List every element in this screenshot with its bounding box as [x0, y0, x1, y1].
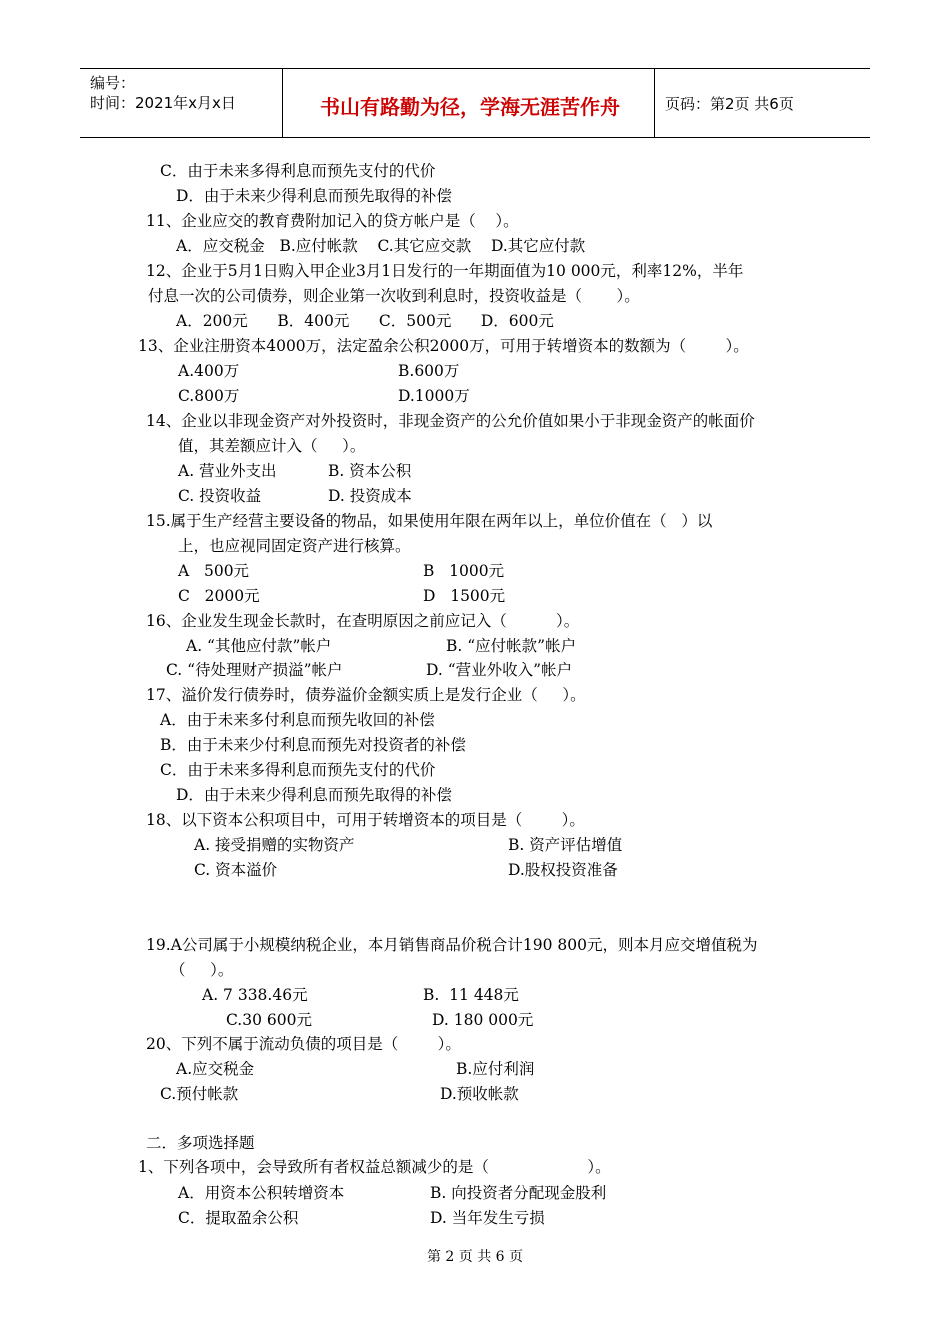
- header-motto: 书山有路勤为径，学海无涯苦作舟: [320, 95, 620, 119]
- question-15: 15.属于生产经营主要设备的物品，如果使用年限在两年以上，单位价值在（ ）以: [146, 512, 713, 530]
- header-divider: [654, 69, 655, 137]
- option-b: B. 资产评估增值: [508, 836, 623, 854]
- option-c: C.800万: [178, 387, 240, 405]
- option-d: D.股权投资准备: [508, 861, 618, 879]
- option-line: B．由于未来少付利息而预先对投资者的补偿: [160, 736, 466, 754]
- option-b: B 1000元: [423, 562, 505, 580]
- header-divider: [282, 69, 283, 137]
- question-17: 17、溢价发行债券时，债券溢价金额实质上是发行企业（ ）。: [146, 686, 586, 704]
- question-20: 20、下列不属于流动负债的项目是（ ）。: [146, 1035, 461, 1053]
- option-b: B. 11 448元: [423, 986, 519, 1004]
- option-line: A．由于未来多付利息而预先收回的补偿: [160, 711, 435, 729]
- question-19-cont: （ ）。: [170, 961, 234, 979]
- option-a: A.400万: [178, 362, 240, 380]
- option-b: B. “应付帐款”帐户: [446, 637, 577, 655]
- time-label: 时间：2021年x月x日: [90, 94, 236, 112]
- option-line: D．由于未来少得利息而预先取得的补偿: [176, 786, 452, 804]
- question-16: 16、企业发生现金长款时，在查明原因之前应记入（ ）。: [146, 612, 580, 630]
- question-18: 18、以下资本公积项目中，可用于转增资本的项目是（ ）。: [146, 811, 585, 829]
- option-d: D.预收帐款: [440, 1085, 519, 1103]
- section-heading: 二．多项选择题: [146, 1134, 255, 1152]
- option-line: C．由于未来多得利息而预先支付的代价: [160, 761, 436, 779]
- option-c: C．提取盈余公积: [178, 1209, 299, 1227]
- multi-question-1: 1、下列各项中，会导致所有者权益总额减少的是（ ）。: [138, 1158, 611, 1176]
- option-a: A. 7 338.46元: [202, 986, 308, 1004]
- question-15-cont: 上，也应视同固定资产进行核算。: [178, 537, 411, 555]
- option-a: A. 接受捐赠的实物资产: [194, 836, 355, 854]
- code-label: 编号：: [90, 74, 136, 92]
- option-line: D．由于未来少得利息而预先取得的补偿: [176, 187, 452, 205]
- option-c: C.30 600元: [226, 1011, 312, 1029]
- page-header: [80, 68, 870, 138]
- option-b: B.600万: [398, 362, 460, 380]
- option-line: A．应交税金 B.应付帐款 C.其它应交款 D.其它应付款: [176, 237, 586, 255]
- page-footer: 第 2 页 共 6 页: [426, 1249, 524, 1265]
- option-d: D. “营业外收入”帐户: [426, 661, 573, 679]
- question-14-cont: 值，其差额应计入（ ）。: [178, 437, 366, 455]
- option-c: C. 投资收益: [178, 487, 262, 505]
- question-19: 19.A公司属于小规模纳税企业，本月销售商品价税合计190 800元，则本月应交增值税为: [146, 936, 758, 954]
- question-14: 14、企业以非现金资产对外投资时，非现金资产的公允价值如果小于非现金资产的帐面价: [146, 412, 755, 430]
- option-c: C 2000元: [178, 587, 260, 605]
- page-info: 页码：第2页 共6页: [665, 95, 794, 113]
- option-line: A．200元 B．400元 C．500元 D．600元: [176, 312, 554, 330]
- option-b: B. 资本公积: [328, 462, 412, 480]
- question-13: 13、企业注册资本4000万，法定盈余公积2000万，可用于转增资本的数额为（ ）。: [138, 337, 749, 355]
- option-d: D. 投资成本: [328, 487, 412, 505]
- option-b: B.应付利润: [456, 1060, 535, 1078]
- option-a: A．用资本公积转增资本: [178, 1184, 345, 1202]
- option-a: A. “其他应付款”帐户: [186, 637, 332, 655]
- option-d: D. 当年发生亏损: [430, 1209, 545, 1227]
- option-b: B. 向投资者分配现金股利: [430, 1184, 607, 1202]
- option-d: D 1500元: [423, 587, 506, 605]
- option-a: A 500元: [178, 562, 250, 580]
- question-11: 11、企业应交的教育费附加记入的贷方帐户是（ ）。: [146, 212, 519, 230]
- option-d: D.1000万: [398, 387, 470, 405]
- option-c: C. “待处理财产损溢”帐户: [166, 661, 343, 679]
- option-a: A.应交税金: [176, 1060, 255, 1078]
- option-d: D. 180 000元: [432, 1011, 534, 1029]
- option-c: C.预付帐款: [160, 1085, 239, 1103]
- question-12-cont: 付息一次的公司债券，则企业第一次收到利息时，投资收益是（ ）。: [148, 287, 640, 305]
- header-meta: [90, 73, 236, 113]
- option-a: A. 营业外支出: [178, 462, 277, 480]
- option-line: C．由于未来多得利息而预先支付的代价: [160, 162, 436, 180]
- question-12: 12、企业于5月1日购入甲企业3月1日发行的一年期面值为10 000元，利率12%，半年: [146, 262, 744, 280]
- option-c: C. 资本溢价: [194, 861, 278, 879]
